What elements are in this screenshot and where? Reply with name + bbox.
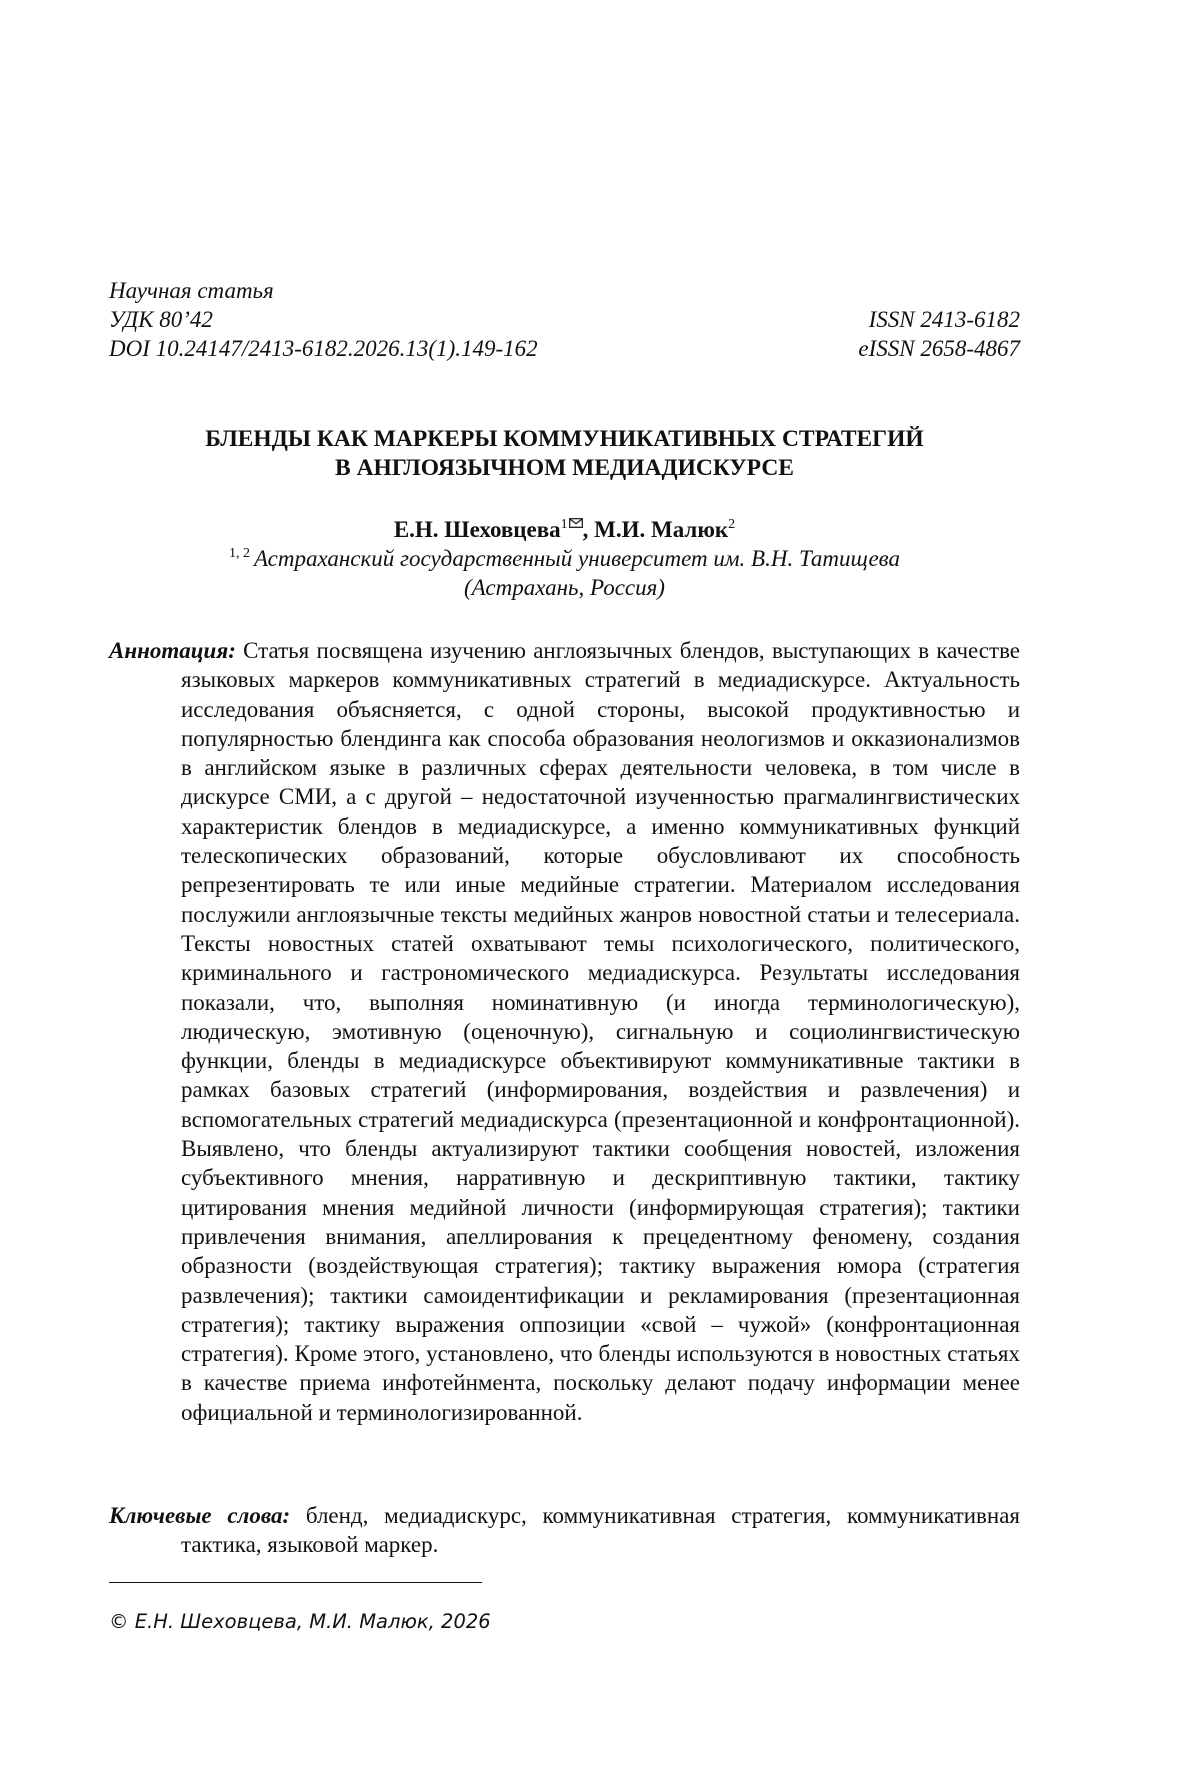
authors-line (109, 515, 1020, 544)
affiliation (109, 544, 1020, 602)
meta-row-2 (109, 305, 1020, 334)
keywords (109, 1501, 1020, 1560)
meta-row-1 (109, 276, 1020, 305)
issn: ISSN 2413-6182 (868, 307, 1020, 332)
copyright-notice: © Е.Н. Шеховцева, М.И. Малюк, 2026 (109, 1610, 491, 1633)
affiliation-marks: 1, 2 (228, 546, 250, 561)
title-line-2: В АНГЛОЯЗЫЧНОМ МЕДИАДИСКУРСЕ (335, 455, 794, 481)
title-line-1: БЛЕНДЫ КАК МАРКЕРЫ КОММУНИКАТИВНЫХ СТРАТЕГИЙ (205, 426, 924, 452)
doi: DOI 10.24147/2413-6182.2026.13(1).149-162 (109, 336, 538, 361)
abstract (109, 636, 1020, 1427)
envelope-icon (569, 518, 583, 528)
affiliation-line-1 (109, 544, 1020, 573)
keywords-text: бленд, медиадискурс, коммуникативная стратегия, коммуникативная тактика, языковой маркер. (181, 1503, 1020, 1558)
author-1-name: Е.Н. Шеховцева (393, 517, 561, 542)
author-2-affiliation-mark: 2 (728, 517, 736, 532)
article-title (109, 425, 1020, 483)
author-1-affiliation-mark: 1 (560, 517, 568, 532)
abstract-text: Статья посвящена изучению англоязычных блендов, выступающих в качестве языковых маркеров коммуникативных стратегий в медиадискурсе. Актуальность исследования объясняется, с одной стороны, высокой продуктивностью и популярностью блендинга как способа образования неологизмов и окказионализмов в английском языке в различных сферах деятельности человека, в том числе в дискурсе СМИ, а с другой – недостаточной изученностью прагмалингвистических характеристик блендов в медиадискурсе, а именно коммуникативных функций телескопических образований, которые обусловливают их способность репрезентировать те или иные медийные стратегии. Материалом исследования послужили англоязычные тексты медийных жанров новостной статьи и телесериала. Тексты новостных статей охватывают темы психологического, политического, криминального и гастрономического медиадискурса. Результаты исследования показали, что, выполняя номинативную (и иногда терминологическую), людическую, эмотивную (оценочную), сигнальную и социолингвистическую функции, бленды в медиадискурсе объективируют коммуникативные тактики в рамках базовых стратегий (информирования, воздействия и развлечения) и вспомогательных стратегий медиадискурса (презентационной и конфронтационной). Выявлено, что бленды актуализируют тактики сообщения новостей, изложения субъективного мнения, нарративную и дескриптивную тактики, тактику цитирования мнения медийной личности (информирующая стратегия); тактики привлечения внимания, апеллирования к прецедентному феномену, создания образности (воздействующая стратегия); тактику выражения юмора (стратегия развлечения); тактики самоидентификации и рекламирования (презентационная стратегия); тактику выражения оппозиции «свой – чужой» (конфронтационная стратегия). Кроме этого, установлено, что бленды используются в новостных статьях в качестве приема инфотейнмента, поскольку делают подачу информации менее официальной и терминологизированной. (181, 638, 1021, 1425)
eissn: eISSN 2658-4867 (858, 336, 1020, 361)
affiliation-line-2: (Астрахань, Россия) (464, 575, 665, 600)
keywords-label: Ключевые слова: (109, 1503, 291, 1528)
abstract-label: Аннотация: (109, 638, 236, 663)
author-2-name: М.И. Малюк (594, 517, 729, 542)
author-separator: , (582, 517, 595, 542)
footnote-divider (109, 1582, 482, 1583)
article-type: Научная статья (109, 278, 274, 303)
udc-code: УДК 80’42 (109, 307, 213, 332)
meta-row-3 (109, 334, 1020, 363)
article-metadata (109, 276, 1020, 363)
affiliation-institution: Астраханский государственный университет им. В.Н. Татищева (253, 546, 901, 571)
